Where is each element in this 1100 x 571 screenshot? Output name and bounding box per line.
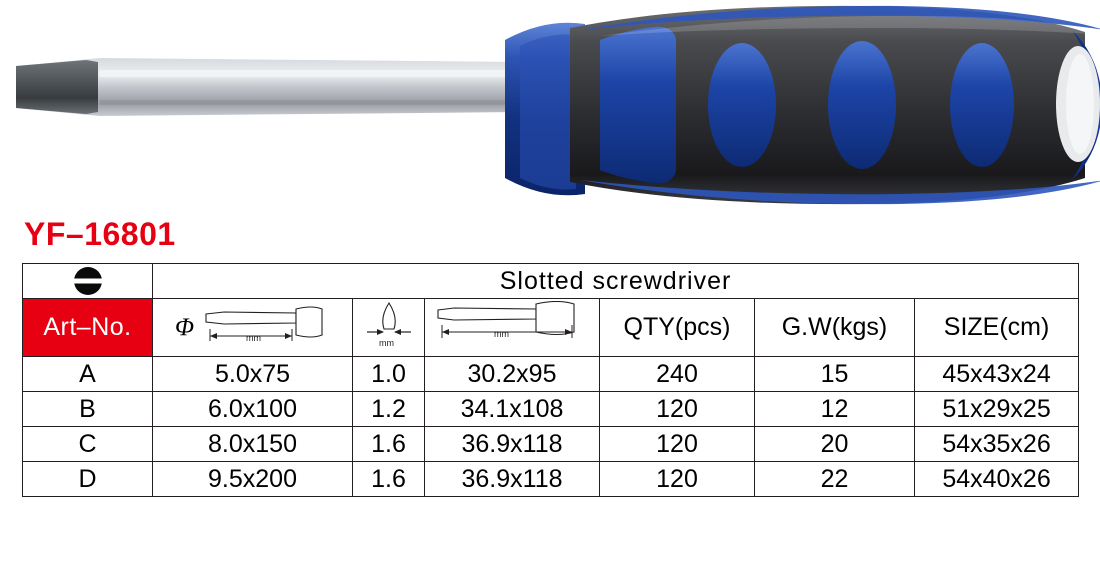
header-thickness	[353, 299, 425, 357]
table-row	[23, 392, 1079, 427]
product-image	[0, 0, 1100, 210]
cell-size: 45x43x24	[915, 357, 1079, 392]
cell-art-no: D	[23, 462, 153, 497]
cell-diameter: 8.0x150	[153, 427, 353, 462]
cell-art-no: B	[23, 392, 153, 427]
cell-gross-weight: 22	[755, 462, 915, 497]
cell-diameter: 9.5x200	[153, 462, 353, 497]
cell-qty: 240	[600, 357, 755, 392]
table-row	[23, 427, 1079, 462]
slotted-head-icon	[23, 266, 152, 296]
cell-size: 54x40x26	[915, 462, 1079, 497]
cell-qty: 120	[600, 427, 755, 462]
cell-size: 51x29x25	[915, 392, 1079, 427]
cell-thickness: 1.6	[353, 462, 425, 497]
table-header-row	[23, 299, 1079, 357]
header-art-no: Art–No.	[23, 299, 153, 357]
svg-text:mm: mm	[494, 329, 509, 339]
blade-thickness-diagram	[361, 299, 417, 349]
cell-qty: 120	[600, 392, 755, 427]
header-size: SIZE(cm)	[915, 299, 1079, 357]
cell-gross-weight: 20	[755, 427, 915, 462]
cell-overall: 34.1x108	[425, 392, 600, 427]
phi-symbol: Φ	[174, 313, 195, 341]
cell-thickness: 1.6	[353, 427, 425, 462]
table-title-row	[23, 264, 1079, 299]
cell-size: 54x35x26	[915, 427, 1079, 462]
screwdriver-illustration	[0, 0, 1100, 210]
cell-thickness: 1.0	[353, 357, 425, 392]
cell-overall: 36.9x118	[425, 462, 600, 497]
svg-text:mm: mm	[378, 338, 394, 348]
svg-text:mm: mm	[246, 332, 262, 343]
cell-overall: 30.2x95	[425, 357, 600, 392]
header-overall-length	[425, 299, 600, 357]
cell-diameter: 6.0x100	[153, 392, 353, 427]
header-gross-weight: G.W(kgs)	[755, 299, 915, 357]
cell-overall: 36.9x118	[425, 427, 600, 462]
overall-length-diagram	[432, 301, 592, 347]
table-row	[23, 357, 1079, 392]
cell-qty: 120	[600, 462, 755, 497]
cell-art-no: A	[23, 357, 153, 392]
header-diameter	[153, 299, 353, 357]
cell-gross-weight: 15	[755, 357, 915, 392]
model-number: YF–16801	[24, 216, 176, 252]
cell-gross-weight: 12	[755, 392, 915, 427]
spec-table	[22, 263, 1079, 497]
cell-thickness: 1.2	[353, 392, 425, 427]
spec-table-wrapper	[22, 263, 1078, 497]
header-qty: QTY(pcs)	[600, 299, 755, 357]
slotted-head-icon-cell	[23, 264, 153, 299]
blade-width-length-diagram	[200, 305, 330, 351]
table-row	[23, 462, 1079, 497]
cell-diameter: 5.0x75	[153, 357, 353, 392]
cell-art-no: C	[23, 427, 153, 462]
table-title: Slotted screwdriver	[153, 264, 1079, 299]
